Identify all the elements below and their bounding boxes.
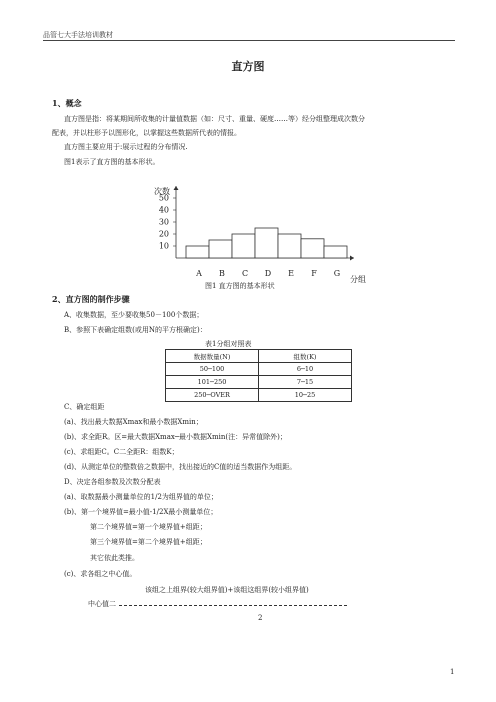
table-header-cell: 组数(K) (259, 350, 352, 363)
step-a: A、收集数据，至少要收集50－100个数据； (64, 311, 204, 319)
step-c-b: (b)、求全距R。区=最大数据Xmax─最小数据Xmin(注：异常值除外)； (64, 433, 287, 441)
y-axis-label: 次数 (154, 187, 170, 196)
table-header-row (166, 350, 352, 363)
step-d-c: (c)、求各组之中心值。 (64, 570, 137, 578)
table-cell: 250─OVER (166, 389, 259, 402)
x-category-label: A (196, 269, 202, 278)
x-category-label: C (241, 269, 249, 278)
table-caption: 表1分组对照表 (205, 340, 252, 348)
step-d-b1: 第二个境界值=第一个境界值+组距； (90, 523, 207, 531)
step-d-b: (b)、第一个境界值=最小值-1/2X最小测量单位； (64, 508, 218, 516)
histogram-bar (209, 240, 232, 258)
page-header: 品管七大手法培训教材 (43, 31, 113, 39)
header-divider (43, 40, 455, 41)
step-d: D、决定各组参数及次数分配表 (64, 478, 161, 486)
x-category-label: D (264, 269, 272, 278)
concept-paragraph-line2: 配表，并以柱形予以图形化，以掌握这些数据所代表的情报。 (52, 129, 241, 137)
table-row (166, 376, 352, 389)
formula-label: 中心值二 (88, 600, 116, 608)
x-category-label: G (333, 269, 341, 278)
histogram-figure (120, 178, 370, 293)
x-category-label: E (288, 269, 294, 278)
concept-paragraph-3: 图1表示了直方图的基本形状。 (64, 158, 160, 166)
formula-denominator: 2 (258, 614, 263, 622)
step-c: C、确定组距 (64, 403, 105, 411)
formula-fraction-line (119, 605, 347, 606)
formula-numerator: 该组之上组界(较大组界值)+该组这组界(较小组界值) (145, 586, 309, 594)
x-axis-arrow (350, 256, 354, 261)
step-c-d: (d)、从测定单位的整数倍之数据中，找出接近的C值的适当数据作为组距。 (64, 463, 297, 471)
y-axis-arrow (174, 186, 179, 190)
table-cell: 10─25 (259, 389, 352, 402)
step-d-a: (a)、取数据最小测量单位的1/2为组界值的单位； (64, 493, 218, 501)
histogram-bar (324, 246, 347, 258)
step-b: B、参照下表确定组数(或用N的平方根确定)： (64, 326, 207, 334)
y-tick-label: 20 (158, 229, 169, 239)
table-cell: 50─100 (166, 363, 259, 376)
histogram-bar (255, 228, 278, 258)
concept-paragraph-line1: 直方图是指：将某期间所收集的计量值数据（如：尺寸、重量、硬度……等）经分组整理成次数分 (64, 115, 365, 123)
concept-paragraph-2: 直方图主要应用于:展示过程的分布情况. (64, 143, 188, 151)
y-tick-label: 30 (158, 217, 169, 227)
x-category-label: F (311, 269, 317, 278)
table-row (166, 363, 352, 376)
x-axis-label: 分组 (350, 275, 366, 284)
grouping-table (165, 349, 352, 402)
histogram-bar (278, 234, 301, 258)
y-tick-label: 40 (158, 205, 169, 215)
x-category-label: B (219, 269, 225, 278)
section-1-heading: 1、概念 (52, 98, 82, 108)
section-2-heading: 2、直方图的制作步骤 (52, 294, 130, 304)
table-header-cell: 数据数量(N) (166, 350, 259, 363)
table-cell: 101─250 (166, 376, 259, 389)
table-cell: 7─15 (259, 376, 352, 389)
histogram-bar (232, 234, 255, 258)
histogram-bar (301, 239, 324, 258)
y-tick-label: 10 (158, 241, 169, 251)
step-d-b2: 第三个境界值=第二个境界值+组距； (90, 538, 207, 546)
table-row (166, 389, 352, 402)
step-c-a: (a)、找出最大数据Xmax和最小数据Xmin； (64, 418, 203, 426)
step-d-b3: 其它依此类推。 (90, 554, 139, 562)
document-title: 直方图 (231, 60, 265, 73)
table-cell: 6─10 (259, 363, 352, 376)
figure-caption: 图1 直方图的基本形状 (205, 282, 275, 290)
y-tick-label: 50 (158, 193, 169, 203)
step-c-c: (c)、求组距C。C二全距R：组数K； (64, 448, 179, 456)
page-number: 1 (450, 668, 455, 676)
histogram-bar (186, 246, 209, 258)
